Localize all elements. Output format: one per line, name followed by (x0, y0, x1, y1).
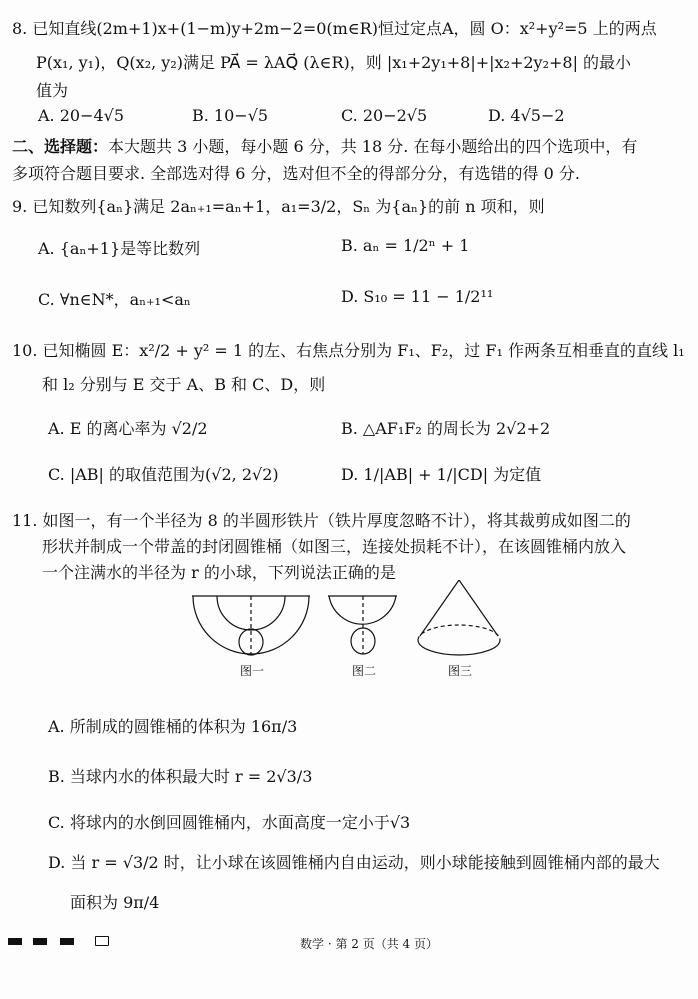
section-2-heading (12, 134, 637, 157)
q10-option-d: D. 1/|AB| + 1/|CD| 为定值 (341, 465, 542, 484)
q8-option-a: A. 20−4√5 (38, 106, 125, 125)
q10-line1: 10. 已知椭圆 E：x²/2 + y² = 1 的左、右焦点分别为 F₁、F₂，过 F₁ 作两条互相垂直的直线 l₁ (12, 341, 685, 360)
section-2-title: 二、选择题： (12, 137, 109, 156)
marker-block (8, 938, 22, 945)
q8-option-b: B. 10−√5 (192, 106, 269, 125)
q11-option-d-cont: 面积为 9π/4 (70, 893, 160, 912)
q11-option-c: C. 将球内的水倒回圆锥桶内，水面高度一定小于√3 (48, 813, 411, 832)
page-footer: 数学 · 第 2 页（共 4 页） (300, 937, 438, 951)
figure-1-semicircle (192, 596, 310, 655)
q11-figures (0, 580, 698, 660)
q8-option-c: C. 20−2√5 (341, 106, 428, 125)
figure-3-cone (418, 580, 500, 655)
q10-option-b: B. △AF₁F₂ 的周长为 2√2+2 (341, 419, 551, 438)
q11-line3: 一个注满水的半径为 r 的小球，下列说法正确的是 (42, 563, 396, 582)
figure-3-label: 图三 (448, 664, 473, 678)
q9-stem: 9. 已知数列{aₙ}满足 2aₙ₊₁=aₙ+1，a₁=3/2，Sₙ 为{aₙ}的前 n 项和，则 (12, 197, 545, 216)
marker-block (33, 938, 47, 945)
q11-option-d: D. 当 r = √3/2 时，让小球在该圆锥桶内自由运动，则小球能接触到圆锥桶内部的最大 (48, 853, 660, 872)
q8-line3: 值为 (36, 81, 69, 100)
q9-option-a: A. {aₙ+1}是等比数列 (38, 239, 201, 258)
q8-option-d: D. 4√5−2 (488, 106, 565, 125)
q11-line2: 形状并制成一个带盖的封闭圆锥桶（如图三，连接处损耗不计），在该圆锥桶内放入 (42, 537, 627, 556)
q11-line1: 11. 如图一，有一个半径为 8 的半圆形铁片（铁片厚度忽略不计），将其裁剪成如图二的 (12, 511, 631, 530)
q9-option-d: D. S₁₀ = 11 − 1/2¹¹ (341, 287, 494, 306)
q11-option-a: A. 所制成的圆锥桶的体积为 16π/3 (48, 717, 298, 736)
q10-option-c: C. |AB| 的取值范围为(√2, 2√2) (48, 465, 279, 484)
q10-line2: 和 l₂ 分别与 E 交于 A、B 和 C、D，则 (42, 375, 326, 394)
q8-line2: P(x₁, y₁)，Q(x₂, y₂)满足 PA⃗ = λAQ⃗ (λ∈R)，则 |x₁+2y₁+8|+|x₂+2y₂+8| 的最小 (36, 53, 632, 72)
q10-option-a: A. E 的离心率为 √2/2 (48, 419, 208, 438)
q9-option-b: B. aₙ = 1/2ⁿ + 1 (341, 236, 470, 255)
section-2-desc: 本大题共 3 小题，每小题 6 分，共 18 分. 在每小题给出的四个选项中，有 (108, 137, 638, 156)
section-2-desc-2: 多项符合题目要求. 全部选对得 6 分，选对但不全的得部分分，有选错的得 0 分. (12, 164, 580, 183)
figure-2-cutout (328, 596, 397, 654)
figure-2-label: 图二 (352, 664, 377, 678)
marker-box (95, 936, 109, 946)
marker-block (60, 938, 74, 945)
q8-line1: 8. 已知直线(2m+1)x+(1−m)y+2m−2=0(m∈R)恒过定点A，圆 O：x²+y²=5 上的两点 (12, 19, 657, 38)
q9-option-c: C. ∀n∈N*，aₙ₊₁<aₙ (38, 290, 191, 309)
q11-option-b: B. 当球内水的体积最大时 r = 2√3/3 (48, 767, 313, 786)
figure-1-label: 图一 (240, 664, 265, 678)
